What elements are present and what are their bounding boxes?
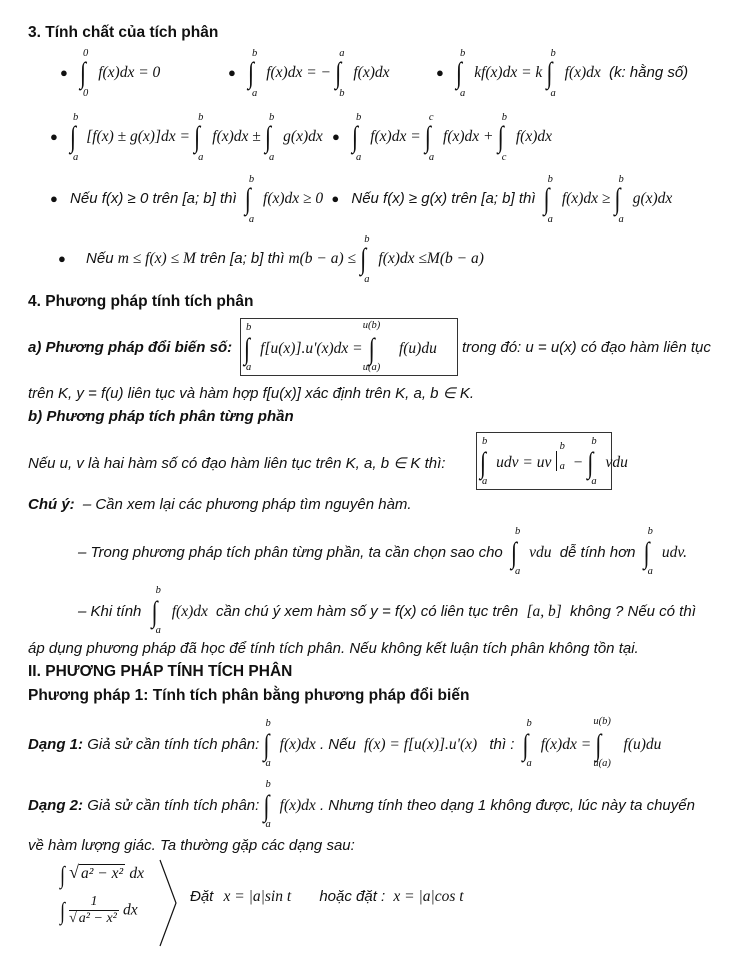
integration-by-parts-text: Nếu u, v là hai hàm số có đạo hàm liên tục trên K, a, b ∈ K thì:	[28, 455, 446, 472]
trig-substitution: Đặt x = |a|sin t hoặc đặt : x = |a|cos t	[190, 888, 464, 905]
integration-by-parts-formula: b ∫ a udv = uv b a − b ∫ a vdu	[480, 436, 628, 487]
right-brace-icon	[158, 858, 180, 948]
substitution-label: a) Phương pháp đổi biến số:	[28, 339, 233, 356]
property-constant-factor: ● b ∫ a kf(x)dx = k b ∫ a f(x)dx (k: hằng số)	[436, 48, 689, 99]
note-line-3: – Khi tính b ∫ a f(x)dx cần chú ý xem hàm số y = f(x) có liên tục trên [a, b] không ? Nếu có thì	[78, 585, 696, 636]
property-additivity: ● b ∫ a f(x)dx = c ∫ a f(x)dx + b ∫ c f(x)dx	[332, 112, 552, 163]
property-nonnegative: ● Nếu f(x) ≥ 0 trên [a; b] thì b ∫ a f(x)dx ≥ 0 ● Nếu f(x) ≥ g(x) trên [a; b] thì b ∫ a f(x)dx ≥ b ∫ a g(x)dx	[50, 174, 673, 225]
property-sum-difference: ● b ∫ a [f(x) ± g(x)]dx = b ∫ a f(x)dx ± b ∫ a g(x)dx	[50, 112, 323, 163]
substitution-condition-cont: trên K, y = f(u) liên tục và hàm hợp f[u(x)] xác định trên K, a, b ∈ K.	[28, 385, 475, 402]
note-line-3-cont: áp dụng phương pháp đã học để tính tích phân. Nếu không kết luận tích phân không tồn tại.	[28, 640, 639, 657]
trig-form-sqrt: ∫ √ a² − x² dx	[60, 861, 144, 889]
note-line-1: Chú ý: – Cần xem lại các phương pháp tìm nguyên hàm.	[28, 496, 412, 513]
substitution-formula: b ∫ a f[u(x)].u'(x)dx = u(b) ∫ u(a) f(u)du	[244, 320, 437, 373]
section-ii-title: II. PHƯƠNG PHÁP TÍNH TÍCH PHÂN	[28, 663, 293, 680]
trig-form-inverse-sqrt: ∫ $\frac{1}{\text{√ a² − x²}}$ dx	[60, 894, 138, 926]
section-4-title: 4. Phương pháp tính tích phân	[28, 293, 254, 310]
property-zero-interval: ● 0 ∫ 0 f(x)dx = 0	[60, 48, 161, 99]
form-2-line-cont: về hàm lượng giác. Ta thường gặp các dạng sau:	[28, 837, 355, 854]
note-line-2: – Trong phương pháp tích phân từng phần, ta cần chọn sao cho b ∫ a vdu dễ tính hơn b ∫ a udv.	[78, 526, 687, 577]
integration-by-parts-label: b) Phương pháp tích phân từng phần	[28, 408, 294, 425]
form-2-line: Dạng 2: Giả sử cần tính tích phân: b ∫ a f(x)dx . Nhưng tính theo dạng 1 không được, lúc này ta chuyển	[28, 779, 695, 830]
property-swap-limits: ● b ∫ a f(x)dx = − a ∫ b f(x)dx	[228, 48, 390, 99]
property-bounds: ● Nếu m ≤ f(x) ≤ M trên [a; b] thì m(b − a) ≤ b ∫ a f(x)dx ≤M(b − a)	[58, 234, 484, 285]
method-1-title: Phương pháp 1: Tính tích phân bằng phương pháp đổi biến	[28, 687, 470, 704]
form-1-line: Dạng 1: Giả sử cần tính tích phân: b ∫ a f(x)dx . Nếu f(x) = f[u(x)].u'(x) thì : b ∫ a f(x)dx = u(b) ∫ u(a) f(u)du	[28, 716, 662, 769]
substitution-condition: trong đó: u = u(x) có đạo hàm liên tục	[462, 339, 711, 356]
section-3-title: 3. Tính chất của tích phân	[28, 24, 219, 41]
